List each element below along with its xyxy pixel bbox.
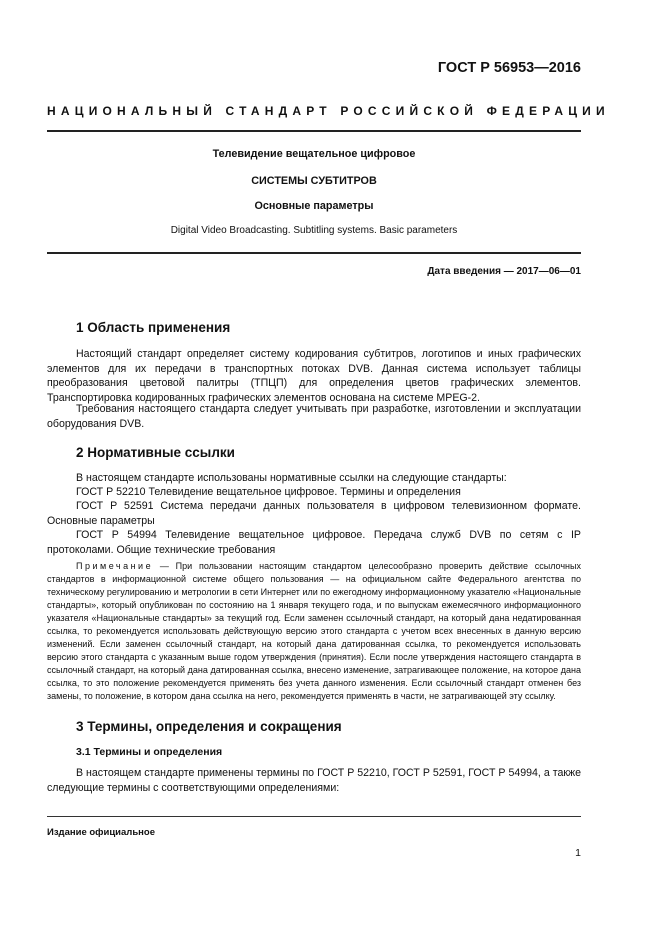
note-label: Примечание bbox=[76, 561, 154, 571]
title-line-2: СИСТЕМЫ СУБТИТРОВ bbox=[251, 175, 377, 187]
section-1-paragraph-1: Настоящий стандарт определяет систему кодирования субтитров, логотипов и иных графических элементов для их передачи в транспортных потоках DVB. Данная система использует таблицы преобразования цветовой палитры (ТПЦП) для определения цветов графических элементов. Транспортировка кодированных графических элементов основана на системе MPEG-2. bbox=[47, 348, 581, 404]
english-title: Digital Video Broadcasting. Subtitling systems. Basic parameters bbox=[170, 225, 458, 236]
reference-gost-54994: ГОСТ Р 54994 Телевидение вещательное цифровое. Передача служб DVB по сетям с IP протоколами. Общие технические требования bbox=[47, 529, 581, 556]
banner-divider bbox=[47, 130, 581, 132]
standard-banner: НАЦИОНАЛЬНЫЙ СТАНДАРТ РОССИЙСКОЙ ФЕДЕРАЦИИ bbox=[47, 104, 610, 118]
reference-gost-52210: ГОСТ Р 52210 Телевидение вещательное цифровое. Термины и определения bbox=[76, 486, 461, 498]
introduction-date: Дата введения — 2017—06—01 bbox=[427, 266, 581, 277]
footer-divider bbox=[47, 816, 581, 817]
section-3-heading: 3 Термины, определения и сокращения bbox=[76, 719, 342, 734]
section-3-1-heading: 3.1 Термины и определения bbox=[76, 746, 223, 758]
section-2-intro: В настоящем стандарте использованы нормативные ссылки на следующие стандарты: bbox=[76, 472, 507, 484]
page-number: 1 bbox=[575, 847, 581, 859]
note-text: — При пользовании настоящим стандартом целесообразно проверить действие ссылочных стандартов в информационной системе общего пользования — на официальном сайте Федерального агентства по техническому регулированию и метрологии в сети Интернет или по ежегодному информационному указателю «Национальные стандарты», который опубликован по состоянию на 1 января текущего года, и по выпускам ежемесячного информационного указателя «Национальные стандарты» за текущий год. Если заменен ссылочный стандарт, на который дана недатированная ссылка, то рекомендуется использовать действующую версию этого стандарта с учетом всех внесенных в данную версию изменений. Если заменен ссылочный стандарт, на который дана датированная ссылка, то рекомендуется использовать версию этого стандарта с указанным выше годом утверждения (принятия). Если после утверждения настоящего стандарта в ссылочный стандарт, на который дана датированная ссылка, внесено изменение, затрагивающее положение, на которое дана ссылка, то это положение рекомендуется применять без учета данного изменения. Если ссылочный стандарт отменен без замены, то положение, в котором дана ссылка на него, рекомендуется применять в части, не затрагивающей эту ссылку. bbox=[47, 561, 581, 701]
title-line-3: Основные параметры bbox=[254, 200, 374, 212]
title-line-1: Телевидение вещательное цифровое bbox=[212, 148, 416, 160]
normative-note bbox=[47, 560, 581, 703]
reference-gost-52591: ГОСТ Р 52591 Система передачи данных пользователя в цифровом телевизионном формате. Основные параметры bbox=[47, 500, 581, 527]
official-edition-label: Издание официальное bbox=[47, 827, 155, 838]
title-divider bbox=[47, 252, 581, 254]
section-3-1-paragraph: В настоящем стандарте применены термины по ГОСТ Р 52210, ГОСТ Р 52591, ГОСТ Р 54994, а также следующие термины с соответствующими определениями: bbox=[47, 767, 581, 794]
document-number: ГОСТ Р 56953—2016 bbox=[437, 60, 581, 76]
section-2-heading: 2 Нормативные ссылки bbox=[76, 445, 235, 460]
section-1-paragraph-2: Требования настоящего стандарта следует учитывать при разработке, изготовлении и эксплуатации оборудования DVB. bbox=[47, 403, 581, 430]
section-1-heading: 1 Область применения bbox=[76, 320, 231, 335]
